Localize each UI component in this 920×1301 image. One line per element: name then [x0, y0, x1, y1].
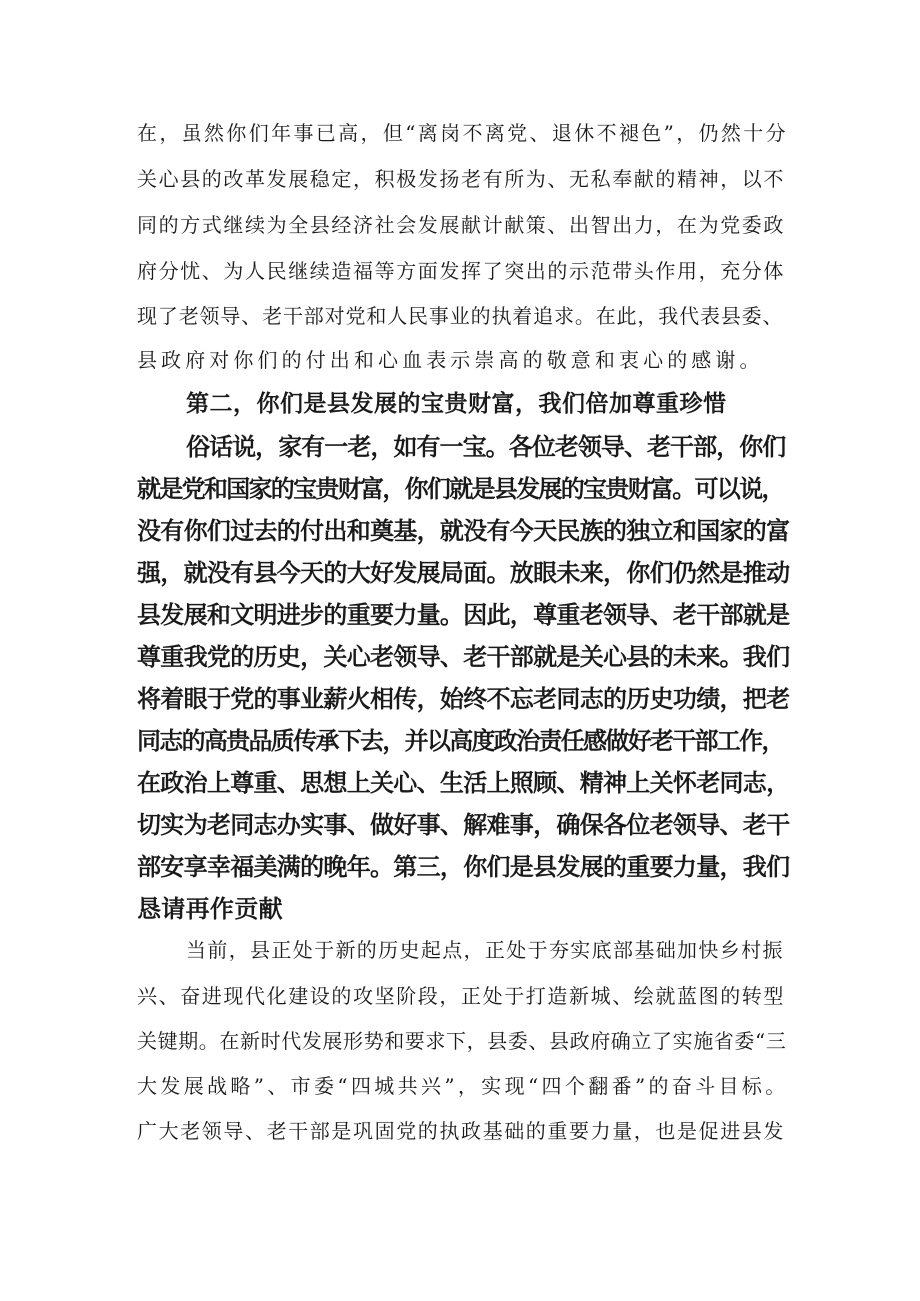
paragraph-1-line: 现了老领导、老干部对党和人民事业的执着追求。在此，我代表县委、 [137, 304, 784, 328]
paragraph-2-line: 强，就没有县今天的大好发展局面。放眼未来，你们仍然是推动 [137, 559, 790, 587]
paragraph-3-line: 大发展战略”、市委“四城共兴”，实现“四个翻番”的奋斗目标。 [137, 1074, 789, 1098]
paragraph-2-line: 部安享幸福美满的晚年。第三，你们是县发展的重要力量，我们 [137, 853, 790, 881]
paragraph-1-line: 关心县的改革发展稳定，积极发扬老有所为、无私奉献的精神，以不 [137, 167, 785, 191]
paragraph-1-line: 在，虽然你们年事已高，但“离岗不离党、退休不褪色”，仍然十分 [137, 121, 788, 145]
paragraph-2-line: 切实为老同志办实事、做好事、解难事，确保各位老领导、老干 [137, 811, 790, 839]
paragraph-2-line: 俗话说，家有一老，如有一宝。各位老领导、老干部，你们 [186, 433, 786, 461]
paragraph-2-line: 县发展和文明进步的重要力量。因此，尊重老领导、老干部就是 [137, 601, 790, 629]
paragraph-3-line: 关键期。在新时代发展形势和要求下，县委、县政府确立了实施省委“三 [137, 1029, 787, 1053]
paragraph-3-line: 兴、奋进现代化建设的攻坚阶段，正处于打造新城、绘就蓝图的转型 [137, 984, 785, 1008]
paragraph-2-line: 将着眼于党的事业薪火相传，始终不忘老同志的历史功绩，把老 [137, 685, 790, 713]
paragraph-1-line: 府分忧、为人民继续造福等方面发挥了突出的示范带头作用，充分体 [137, 259, 785, 283]
paragraph-2-line: 同志的高贵品质传承下去，并以高度政治责任感做好老干部工作， [137, 727, 784, 755]
section-heading-2: 第二，你们是县发展的宝贵财富，我们倍加尊重珍惜 [186, 391, 727, 417]
paragraph-2-line: 尊重我党的历史，关心老领导、老干部就是关心县的未来。我们 [137, 643, 790, 671]
paragraph-2-line: 恳请再作贡献 [137, 895, 283, 923]
paragraph-2-line: 就是党和国家的宝贵财富，你们就是县发展的宝贵财富。可以说， [137, 475, 784, 503]
paragraph-1-line: 同的方式继续为全县经济社会发展献计献策、出智出力，在为党委政 [137, 213, 785, 237]
paragraph-3-line: 当前，县正处于新的历史起点，正处于夯实底部基础加快乡村振 [186, 938, 784, 962]
paragraph-3-line: 广大老领导、老干部是巩固党的执政基础的重要力量，也是促进县发 [137, 1119, 785, 1143]
paragraph-2-line: 没有你们过去的付出和奠基，就没有今天民族的独立和国家的富 [137, 517, 790, 545]
paragraph-1-line: 县政府对你们的付出和心血表示崇高的敬意和衷心的感谢。 [137, 348, 764, 372]
paragraph-2-line: 在政治上尊重、思想上关心、生活上照顾、精神上关怀老同志， [137, 769, 790, 797]
